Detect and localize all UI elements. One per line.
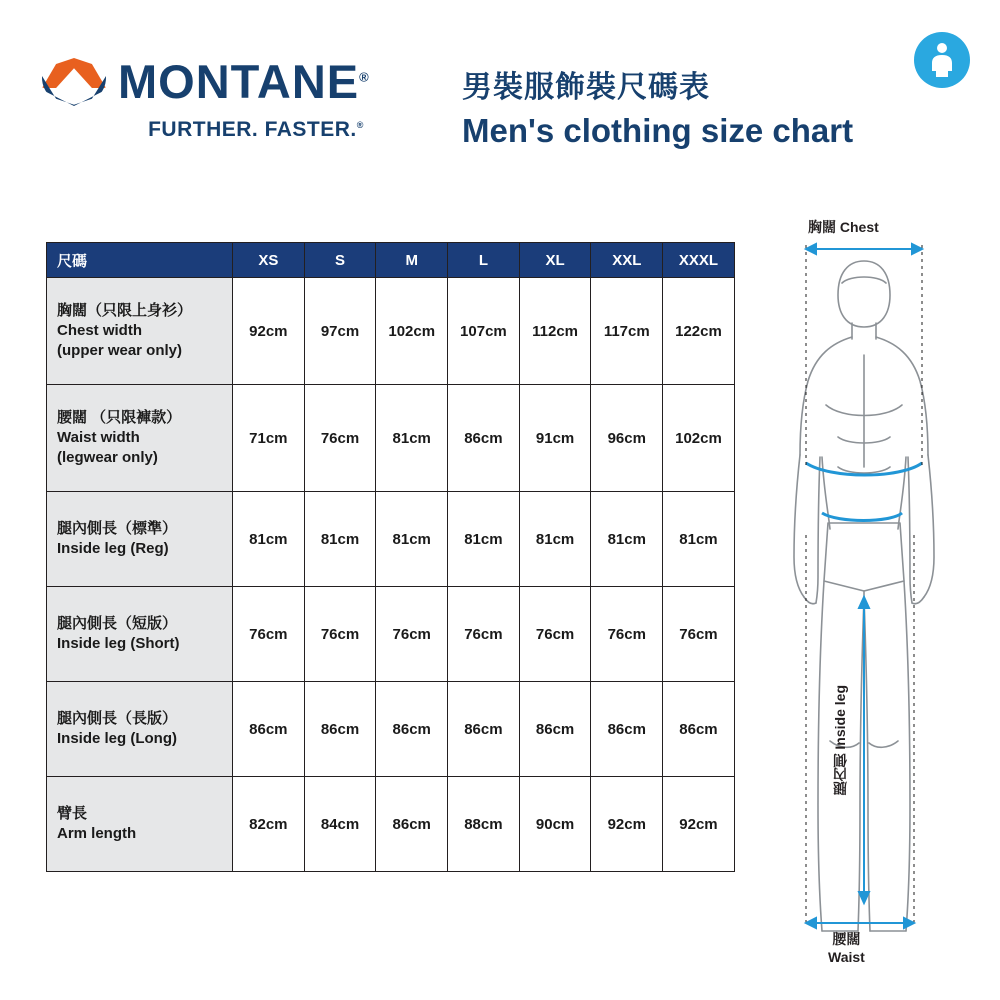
cell-leg-reg-l: 81cm: [448, 492, 520, 587]
table-row: [47, 492, 735, 587]
cell-arm-m: 86cm: [376, 777, 448, 872]
row-label-inside-leg-short: [47, 587, 233, 682]
cell-arm-xs: 82cm: [233, 777, 305, 872]
cell-waist-l: 86cm: [448, 385, 520, 492]
page-header: [0, 40, 1000, 180]
cell-leg-long-xl: 86cm: [519, 682, 591, 777]
chart-titles: [462, 70, 853, 153]
male-body-diagram: [760, 205, 980, 965]
row-label-zh: 腿內側長（長版）: [57, 709, 178, 727]
row-label-en: Inside leg (Long): [57, 730, 177, 747]
cell-leg-short-xxxl: 76cm: [663, 587, 735, 682]
waist-measure-label: [828, 930, 865, 966]
row-label-zh: 腰闊 （只限褲款）: [57, 408, 182, 426]
cell-arm-xxl: 92cm: [591, 777, 663, 872]
tagline-registered-mark: ®: [356, 120, 364, 130]
cell-leg-long-m: 86cm: [376, 682, 448, 777]
row-label-en: Waist width: [57, 428, 140, 446]
row-label-en: Chest width: [57, 321, 142, 339]
body-measurement-figure: [760, 205, 980, 965]
row-label-zh: 胸闊（只限上身衫）: [57, 301, 193, 319]
column-header-xxxl: XXXL: [663, 243, 735, 278]
cell-waist-xl: 91cm: [519, 385, 591, 492]
cell-leg-reg-xs: 81cm: [233, 492, 305, 587]
cell-chest-l: 107cm: [448, 278, 520, 385]
row-label-inside-leg-reg: [47, 492, 233, 587]
table-body: [47, 278, 735, 872]
row-label-zh: 腿內側長（標準）: [57, 519, 178, 537]
column-header-size: 尺碼: [47, 243, 233, 278]
brand-tagline: [42, 118, 422, 142]
row-label-en: Arm length: [57, 825, 137, 842]
brand-name: [118, 54, 370, 108]
table-header: [47, 243, 735, 278]
cell-leg-reg-xl: 81cm: [519, 492, 591, 587]
cell-arm-l: 88cm: [448, 777, 520, 872]
cell-leg-long-l: 86cm: [448, 682, 520, 777]
row-label-en2: (legwear only): [57, 449, 158, 467]
waist-measure-label-en: Waist: [828, 949, 865, 966]
row-label-en2: (upper wear only): [57, 342, 183, 360]
chest-arrow: [806, 244, 922, 254]
montane-mountain-icon: [42, 54, 110, 108]
cell-leg-short-xs: 76cm: [233, 587, 305, 682]
column-header-s: S: [304, 243, 376, 278]
table-row: [47, 587, 735, 682]
cell-leg-reg-xxxl: 81cm: [663, 492, 735, 587]
size-table: [46, 242, 735, 872]
cell-leg-long-xxl: 86cm: [591, 682, 663, 777]
waist-measure-label-zh: 腰闊: [832, 931, 861, 947]
cell-chest-m: 102cm: [376, 278, 448, 385]
table-row: [47, 777, 735, 872]
cell-waist-xxl: 96cm: [591, 385, 663, 492]
cell-waist-s: 76cm: [304, 385, 376, 492]
row-label-zh: 腿內側長（短版）: [57, 614, 178, 632]
row-label-waist-width: [47, 385, 233, 492]
cell-arm-xxxl: 92cm: [663, 777, 735, 872]
row-label-inside-leg-long: [47, 682, 233, 777]
size-table-container: [46, 242, 734, 872]
cell-arm-s: 84cm: [304, 777, 376, 872]
cell-leg-short-m: 76cm: [376, 587, 448, 682]
table-row: [47, 278, 735, 385]
brand-logo: [42, 54, 422, 142]
column-header-l: L: [448, 243, 520, 278]
cell-chest-xl: 112cm: [519, 278, 591, 385]
cell-chest-xxl: 117cm: [591, 278, 663, 385]
row-label-zh: 臂長: [57, 804, 88, 822]
row-label-en: Inside leg (Reg): [57, 540, 169, 557]
brand-tagline-text: FURTHER. FASTER.: [148, 118, 357, 141]
column-header-xxl: XXL: [591, 243, 663, 278]
page-title-en: Men's clothing size chart: [462, 112, 854, 149]
cell-leg-short-l: 76cm: [448, 587, 520, 682]
cell-leg-short-xl: 76cm: [519, 587, 591, 682]
brand-name-text: MONTANE: [118, 54, 360, 108]
row-label-arm-length: [47, 777, 233, 872]
table-row: [47, 682, 735, 777]
cell-leg-reg-xxl: 81cm: [591, 492, 663, 587]
cell-leg-long-xs: 86cm: [233, 682, 305, 777]
column-header-m: M: [376, 243, 448, 278]
column-header-xs: XS: [233, 243, 305, 278]
row-label-en: Inside leg (Short): [57, 635, 180, 652]
cell-waist-xxxl: 102cm: [663, 385, 735, 492]
cell-arm-xl: 90cm: [519, 777, 591, 872]
cell-chest-xs: 92cm: [233, 278, 305, 385]
cell-leg-reg-m: 81cm: [376, 492, 448, 587]
cell-waist-xs: 71cm: [233, 385, 305, 492]
column-header-xl: XL: [519, 243, 591, 278]
waist-band: [822, 513, 902, 521]
cell-waist-m: 81cm: [376, 385, 448, 492]
inside-leg-measure-label: 腿內側 Inside leg: [832, 685, 848, 796]
page-title-zh: 男裝服飾裝尺碼表: [462, 71, 710, 104]
table-row: [47, 385, 735, 492]
row-label-chest-width: [47, 278, 233, 385]
person-icon: [914, 32, 970, 88]
cell-leg-long-xxxl: 86cm: [663, 682, 735, 777]
table-header-row: [47, 243, 735, 278]
cell-chest-s: 97cm: [304, 278, 376, 385]
brand-registered-mark: ®: [359, 68, 370, 84]
chest-measure-label: 胸闊 Chest: [808, 219, 879, 235]
cell-leg-long-s: 86cm: [304, 682, 376, 777]
cell-chest-xxxl: 122cm: [663, 278, 735, 385]
cell-leg-reg-s: 81cm: [304, 492, 376, 587]
cell-leg-short-xxl: 76cm: [591, 587, 663, 682]
cell-leg-short-s: 76cm: [304, 587, 376, 682]
